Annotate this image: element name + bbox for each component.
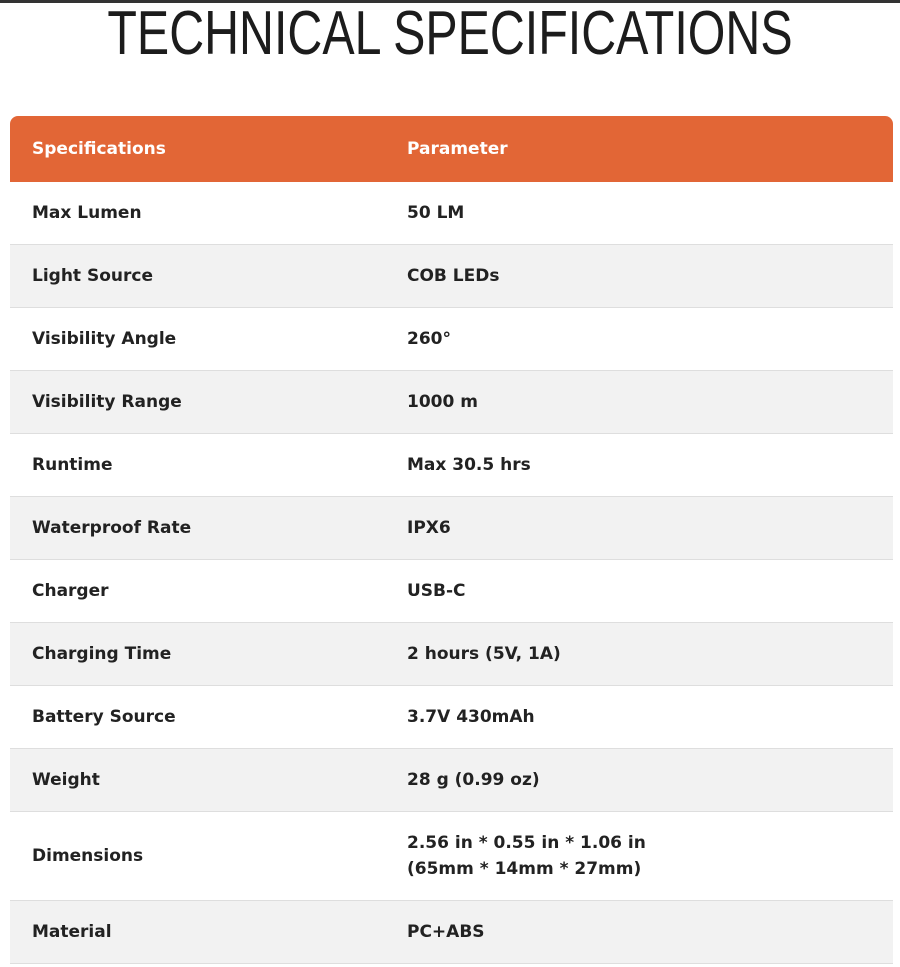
spec-value: 50 LM — [385, 182, 893, 245]
table-row — [10, 182, 893, 245]
spec-name: Dimensions — [10, 812, 385, 901]
spec-value: COB LEDs — [385, 245, 893, 308]
spec-value — [385, 812, 893, 901]
spec-name: Material — [10, 901, 385, 964]
specifications-table — [10, 116, 893, 964]
table-row — [10, 623, 893, 686]
table-row — [10, 371, 893, 434]
table-row — [10, 686, 893, 749]
table-row — [10, 560, 893, 623]
spec-name: Runtime — [10, 434, 385, 497]
spec-value-line-1: 2.56 in * 0.55 in * 1.06 in — [407, 833, 646, 853]
spec-value: 1000 m — [385, 371, 893, 434]
table-row — [10, 901, 893, 964]
table-row — [10, 749, 893, 812]
spec-name: Light Source — [10, 245, 385, 308]
spec-name: Battery Source — [10, 686, 385, 749]
spec-value: PC+ABS — [385, 901, 893, 964]
spec-value: 28 g (0.99 oz) — [385, 749, 893, 812]
spec-name: Charger — [10, 560, 385, 623]
column-header-parameter: Parameter — [385, 116, 893, 182]
table-row — [10, 245, 893, 308]
spec-value: 2 hours (5V, 1A) — [385, 623, 893, 686]
spec-value: IPX6 — [385, 497, 893, 560]
spec-name: Charging Time — [10, 623, 385, 686]
table-header-row — [10, 116, 893, 182]
spec-name: Max Lumen — [10, 182, 385, 245]
table-row — [10, 308, 893, 371]
spec-value: 3.7V 430mAh — [385, 686, 893, 749]
spec-name: Visibility Range — [10, 371, 385, 434]
table-row — [10, 812, 893, 901]
spec-name: Visibility Angle — [10, 308, 385, 371]
spec-value: Max 30.5 hrs — [385, 434, 893, 497]
spec-name: Weight — [10, 749, 385, 812]
table-row — [10, 497, 893, 560]
spec-value: 260° — [385, 308, 893, 371]
spec-value-line-2: (65mm * 14mm * 27mm) — [407, 859, 642, 879]
column-header-specifications: Specifications — [10, 116, 385, 182]
spec-value: USB-C — [385, 560, 893, 623]
table-row — [10, 434, 893, 497]
page-title: TECHNICAL SPECIFICATIONS — [107, 0, 793, 68]
spec-name: Waterproof Rate — [10, 497, 385, 560]
